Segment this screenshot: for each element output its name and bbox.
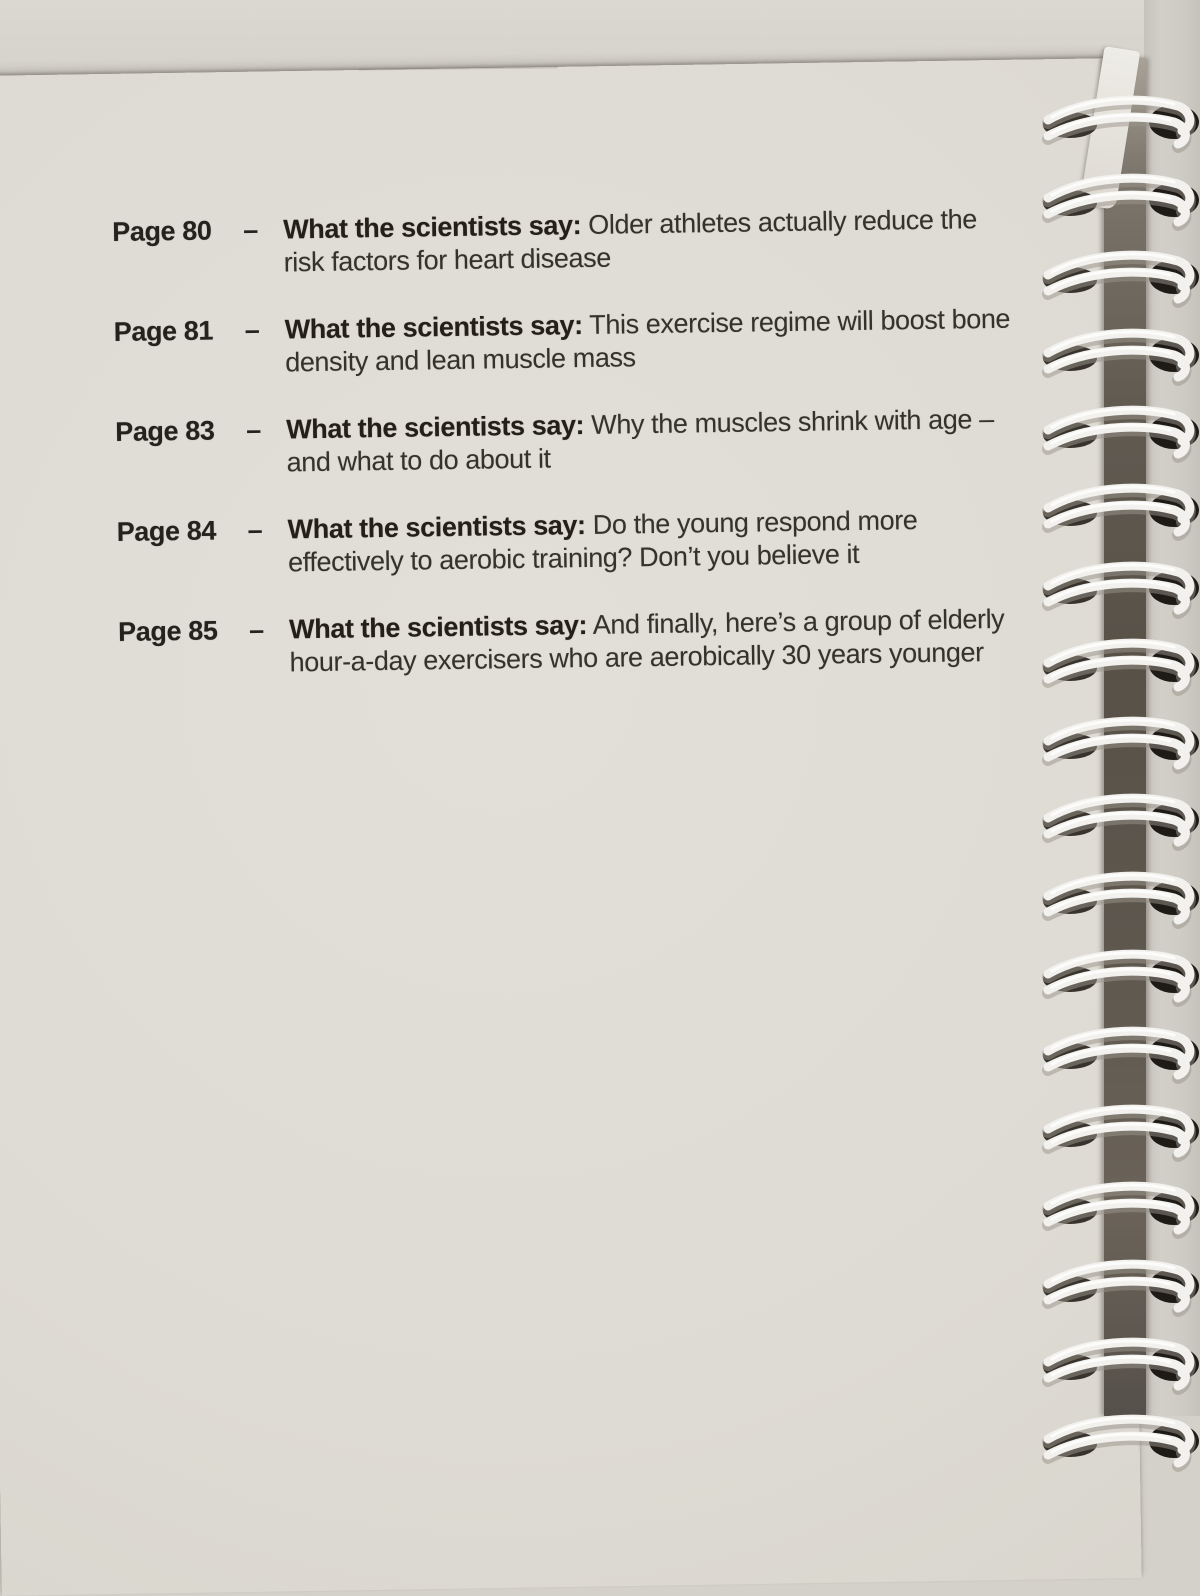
dash-separator: – [247,514,263,546]
dash-separator: – [248,614,265,646]
entry-description: Older athletes actually reduce the risk factors for heart disease [283,204,978,278]
entry-lead: What the scientists say: [288,609,588,645]
entry-description: This exercise regime will boost bone density and lean muscle mass [284,303,1011,378]
entry-description: And finally, here’s a group of elderly hour-a-day exercisers who are aerobically 30 years younger [289,603,1005,678]
binding-ring [1036,550,1200,620]
table-of-contents [112,202,1039,716]
toc-entry [112,202,1033,282]
binding-ring [1036,162,1200,232]
entry-lead: What the scientists say: [284,310,583,345]
entry-text [284,303,1015,380]
binding-ring [1036,84,1200,154]
binding-ring [1036,1093,1200,1163]
dash-separator: – [243,214,259,246]
binding-ring [1036,938,1200,1008]
entry-lead: What the scientists say: [282,210,582,245]
page-number-label: Page 80 [112,215,212,247]
toc-entry [118,602,1039,682]
entry-description: Why the muscles shrink with age – and what to do about it [286,403,994,478]
binding-ring [1036,394,1200,464]
binding-ring [1036,860,1200,930]
entry-lead: What the scientists say: [285,410,585,445]
page-number-label: Page 84 [116,515,217,547]
toc-entry [116,502,1037,582]
entry-text [289,603,1020,680]
binding-ring [1036,705,1200,775]
binding-ring [1036,1403,1200,1473]
entry-text [283,203,1014,280]
page-number-label: Page 81 [113,315,214,347]
binding-ring [1036,1326,1200,1396]
page-number-label: Page 83 [114,415,215,447]
binding-ring [1036,1248,1200,1318]
dash-separator: – [245,414,262,446]
entry-lead: What the scientists say: [287,510,586,545]
entry-text [286,403,1017,480]
toc-entry [113,302,1034,382]
binding-ring [1036,627,1200,697]
toc-entry [115,402,1036,482]
binding-ring [1036,239,1200,309]
binding-ring [1036,1015,1200,1085]
binding-ring [1036,782,1200,852]
binding-ring [1036,317,1200,387]
binding-ring [1036,472,1200,542]
binding-ring [1036,1170,1200,1240]
spiral-binding [1036,0,1200,1416]
entry-description: Do the young respond more effectively to aerobic training? Don’t you believe it [287,505,918,578]
dash-separator: – [244,314,260,346]
page-number-label: Page 85 [117,615,218,647]
entry-text [287,503,1018,580]
